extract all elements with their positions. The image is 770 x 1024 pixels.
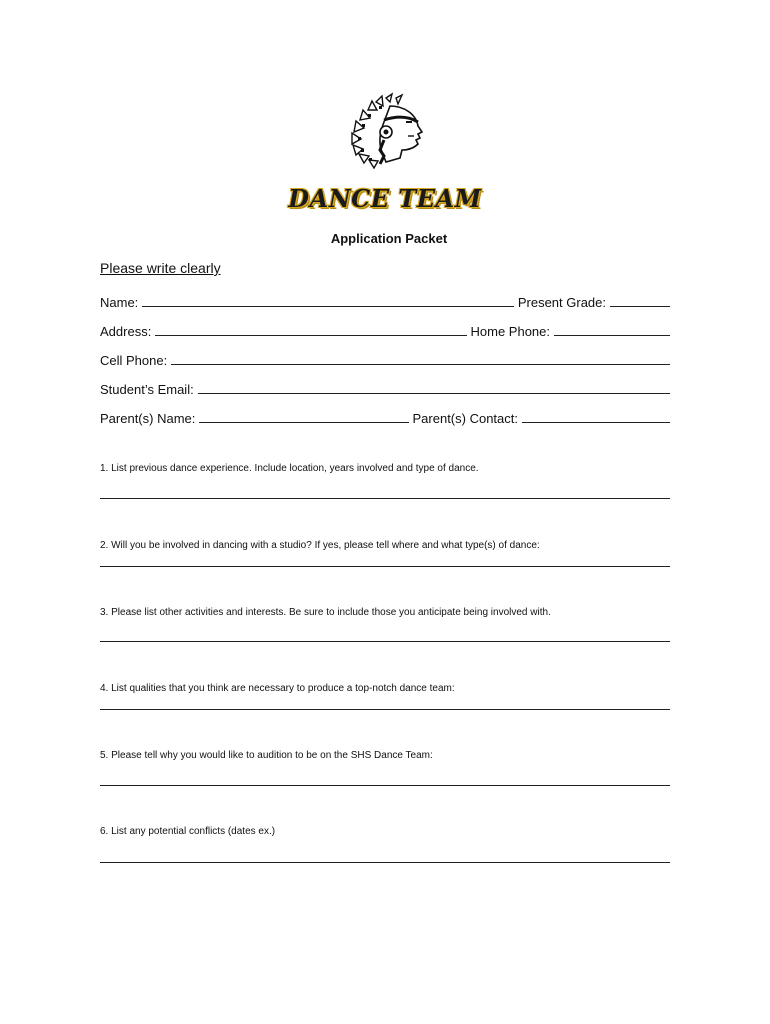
email-label: Student’s Email: <box>100 382 194 397</box>
answer-line-5[interactable] <box>100 785 670 786</box>
question-5: 5. Please tell why you would like to audition to be on the SHS Dance Team: <box>100 750 433 761</box>
address-input[interactable] <box>155 321 466 336</box>
page-title: DANCE TEAM <box>288 184 482 213</box>
home-phone-label: Home Phone: <box>470 324 550 339</box>
name-input[interactable] <box>142 292 514 307</box>
answer-line-1[interactable] <box>100 498 670 499</box>
answer-line-6[interactable] <box>100 862 670 863</box>
cell-phone-label: Cell Phone: <box>100 353 168 368</box>
parent-contact-input[interactable] <box>522 408 670 423</box>
question-1: 1. List previous dance experience. Include location, years involved and type of dance. <box>100 463 479 474</box>
question-2: 2. Will you be involved in dancing with a studio? If yes, please tell where and what type(s) of dance: <box>100 540 540 551</box>
cell-phone-input[interactable] <box>171 350 670 365</box>
present-grade-input[interactable] <box>610 292 670 307</box>
page-subtitle: Application Packet <box>330 231 448 246</box>
parent-name-input[interactable] <box>199 408 408 423</box>
answer-line-3[interactable] <box>100 641 670 642</box>
cell-phone-row <box>100 348 670 368</box>
email-row <box>100 377 670 397</box>
name-row <box>100 290 670 310</box>
email-input[interactable] <box>198 379 670 394</box>
question-4: 4. List qualities that you think are necessary to produce a top-notch dance team: <box>100 683 455 694</box>
address-label: Address: <box>100 324 152 339</box>
answer-line-2[interactable] <box>100 566 670 567</box>
parent-name-label: Parent(s) Name: <box>100 411 196 426</box>
parent-row <box>100 406 670 426</box>
answer-line-4[interactable] <box>100 709 670 710</box>
address-row <box>100 319 670 339</box>
chief-headdress-logo <box>346 92 430 172</box>
parent-contact-label: Parent(s) Contact: <box>412 411 518 426</box>
name-label: Name: <box>100 295 139 310</box>
question-3: 3. Please list other activities and interests. Be sure to include those you anticipate being involved with. <box>100 607 551 618</box>
instruction-text: Please write clearly <box>100 260 221 276</box>
question-6: 6. List any potential conflicts (dates ex.) <box>100 826 276 837</box>
present-grade-label: Present Grade: <box>517 295 606 310</box>
home-phone-input[interactable] <box>554 321 670 336</box>
